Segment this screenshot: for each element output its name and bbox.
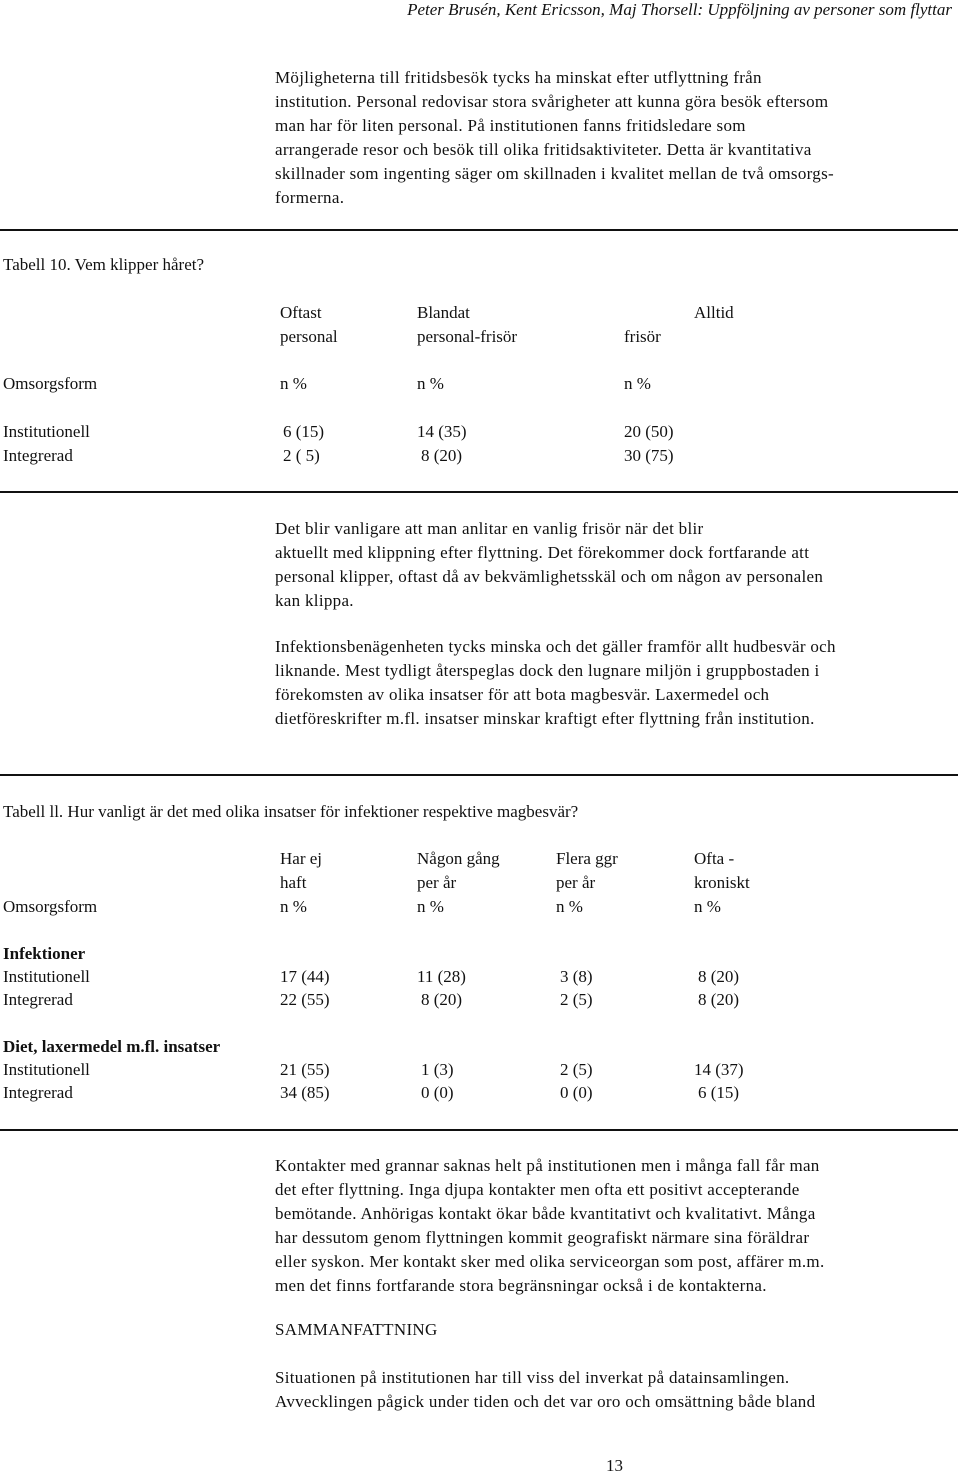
unit-label: n % (280, 897, 307, 916)
text-line: arrangerade resor och besök till olika fritidsaktiviteter. Detta är kvantitativa (275, 140, 812, 159)
summary-paragraph (275, 1366, 960, 1414)
unit-label: n % (280, 374, 307, 393)
column-header: Oftast (280, 303, 322, 322)
table-top-rule (0, 229, 958, 231)
column-header: personal-frisör (417, 327, 518, 346)
text-line: aktuellt med klippning efter flyttning. Det förekommer dock fortfarande att (275, 543, 810, 562)
body-paragraph (275, 635, 960, 731)
text-line: formerna. (275, 188, 345, 207)
table-bottom-rule (0, 1129, 958, 1131)
text-line: personal klipper, oftast då av bekvämlighetsskäl och om någon av personalen (275, 567, 824, 586)
table-cell: 3 (8) (560, 967, 593, 986)
row-label: Integrerad (3, 990, 73, 1009)
column-header: haft (280, 873, 307, 892)
table-bottom-rule (0, 491, 958, 493)
section-heading: SAMMANFATTNING (275, 1320, 438, 1339)
column-header: kroniskt (694, 873, 750, 892)
row-label: Integrerad (3, 1083, 73, 1102)
unit-label: n % (624, 374, 651, 393)
text-line: man har för liten personal. På institutionen fanns fritidsledare som (275, 116, 746, 135)
table-cell: 2 (5) (560, 1060, 593, 1079)
table-caption: Tabell 10. Vem klipper håret? (3, 255, 205, 274)
text-line: men det finns fortfarande stora begränsningar också i de kontakterna. (275, 1276, 767, 1295)
text-line: Situationen på institutionen har till viss del inverkat på datainsamlingen. (275, 1368, 790, 1387)
table-cell: 8 (20) (698, 990, 740, 1009)
table-cell: 8 (20) (421, 446, 463, 465)
text-line: dietföreskrifter m.fl. insatser minskar kraftigt efter flyttning från institution. (275, 709, 815, 728)
unit-label: n % (694, 897, 721, 916)
column-header: Har ej (280, 849, 323, 868)
table-cell: 34 (85) (280, 1083, 330, 1102)
table-cell: 0 (0) (421, 1083, 454, 1102)
row-label: Institutionell (3, 967, 90, 986)
column-header: Någon gång (417, 849, 500, 868)
text-line: bemötande. Anhörigas kontakt ökar både kvantitativt och kvalitativt. Många (275, 1204, 816, 1223)
intro-paragraph (275, 66, 960, 210)
text-line: Det blir vanligare att man anlitar en vanlig frisör när det blir (275, 519, 704, 538)
column-header: frisör (624, 327, 661, 346)
table-cell: 20 (50) (624, 422, 674, 441)
column-header: per år (417, 873, 457, 892)
table-cell: 30 (75) (624, 446, 674, 465)
page-header: Peter Brusén, Kent Ericsson, Maj Thorsell: Uppföljning av personer som flyttar (407, 0, 952, 19)
body-paragraph (275, 517, 960, 613)
text-line: förekomsten av olika insatser för att bota magbesvär. Laxermedel och (275, 685, 770, 704)
text-line: kan klippa. (275, 591, 354, 610)
text-line: Kontakter med grannar saknas helt på institutionen men i många fall får man (275, 1156, 820, 1175)
text-line: eller syskon. Mer kontakt sker med olika serviceorgan som post, affärer m.m. (275, 1252, 825, 1271)
table-cell: 22 (55) (280, 990, 330, 1009)
table-cell: 17 (44) (280, 967, 330, 986)
row-header-label: Omsorgsform (3, 374, 98, 393)
text-line: Möjligheterna till fritidsbesök tycks ha minskat efter utflyttning från (275, 68, 762, 87)
table-cell: 0 (0) (560, 1083, 593, 1102)
group-title: Diet, laxermedel m.fl. insatser (3, 1037, 221, 1056)
page-number: 13 (606, 1456, 623, 1475)
unit-label: n % (417, 897, 444, 916)
row-header-label: Omsorgsform (3, 897, 98, 916)
unit-label: n % (417, 374, 444, 393)
text-line: Infektionsbenägenheten tycks minska och det gäller framför allt hudbesvär och (275, 637, 836, 656)
table-cell: 14 (37) (694, 1060, 744, 1079)
table-cell: 11 (28) (417, 967, 466, 986)
row-label: Institutionell (3, 1060, 90, 1079)
table-cell: 6 (15) (283, 422, 325, 441)
unit-label: n % (556, 897, 583, 916)
row-label: Integrerad (3, 446, 73, 465)
table-cell: 6 (15) (698, 1083, 740, 1102)
table-cell: 21 (55) (280, 1060, 330, 1079)
text-line: skillnader som ingenting säger om skillnaden i kvalitet mellan de två omsorgs- (275, 164, 834, 183)
text-line: liknande. Mest tydligt återspeglas dock den lugnare miljön i gruppbostaden i (275, 661, 820, 680)
table-cell: 8 (20) (698, 967, 740, 986)
table-cell: 1 (3) (421, 1060, 454, 1079)
column-header: Flera ggr (556, 849, 618, 868)
table-caption: Tabell ll. Hur vanligt är det med olika insatser för infektioner respektive magbesvär? (3, 802, 579, 821)
column-header: Alltid (694, 303, 734, 322)
table-cell: 2 ( 5) (283, 446, 320, 465)
row-label: Institutionell (3, 422, 90, 441)
text-line: Avvecklingen pågick under tiden och det var oro och omsättning både bland (275, 1392, 816, 1411)
table-top-rule (0, 774, 958, 776)
column-header: Blandat (417, 303, 470, 322)
group-title: Infektioner (3, 944, 86, 963)
body-paragraph (275, 1154, 960, 1298)
text-line: institution. Personal redovisar stora svårigheter att kunna göra besök eftersom (275, 92, 829, 111)
table-cell: 8 (20) (421, 990, 463, 1009)
table-cell: 14 (35) (417, 422, 467, 441)
column-header: Ofta - (694, 849, 735, 868)
column-header: per år (556, 873, 596, 892)
table-cell: 2 (5) (560, 990, 593, 1009)
text-line: har dessutom genom flyttningen kommit geografiskt närmare sina föräldrar (275, 1228, 810, 1247)
column-header: personal (280, 327, 338, 346)
text-line: det efter flyttning. Inga djupa kontakter men ofta ett positivt accepterande (275, 1180, 800, 1199)
